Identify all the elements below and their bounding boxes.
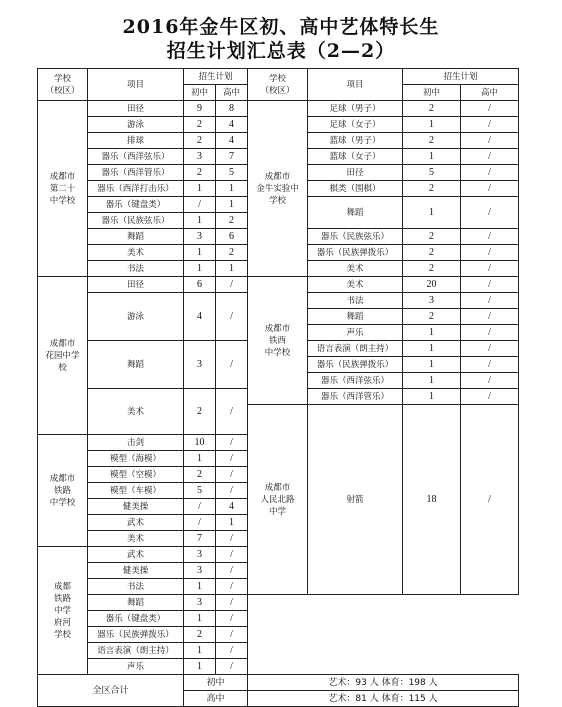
item-cell: 足球（男子）	[308, 101, 403, 117]
item-cell: 健美操	[88, 563, 184, 579]
senior-count: 6	[216, 229, 248, 245]
item-cell: 书法	[88, 261, 184, 277]
senior-count: 1	[216, 261, 248, 277]
school-cell: 成都市 铁西 中学校	[248, 277, 308, 405]
senior-count: /	[216, 435, 248, 451]
item-cell: 器乐（民族弹拨乐）	[308, 245, 403, 261]
total-junior-label: 初中	[184, 675, 248, 691]
senior-count: /	[216, 531, 248, 547]
senior-count: 4	[216, 133, 248, 149]
junior-count: 2	[184, 117, 216, 133]
senior-count: /	[461, 165, 519, 181]
junior-count: 3	[184, 229, 216, 245]
senior-count: 2	[216, 213, 248, 229]
senior-count: /	[216, 293, 248, 341]
header-school: 学校 （校区）	[248, 69, 308, 101]
junior-count: 2	[184, 389, 216, 435]
senior-count: /	[216, 659, 248, 675]
senior-count: /	[216, 483, 248, 499]
table-row	[38, 643, 519, 659]
item-cell: 武术	[88, 547, 184, 563]
junior-count: 6	[184, 277, 216, 293]
junior-count: 1	[184, 579, 216, 595]
senior-count: /	[461, 197, 519, 229]
junior-count: 1	[403, 373, 461, 389]
senior-count: /	[216, 595, 248, 611]
item-cell: 健美操	[88, 499, 184, 515]
header-plan: 招生计划	[403, 69, 519, 85]
item-cell: 足球（女子）	[308, 117, 403, 133]
junior-count: 1	[184, 181, 216, 197]
item-cell: 游泳	[88, 117, 184, 133]
senior-count: 7	[216, 149, 248, 165]
item-cell: 美术	[88, 531, 184, 547]
junior-count: 1	[403, 117, 461, 133]
item-cell: 美术	[308, 261, 403, 277]
senior-count: 4	[216, 499, 248, 515]
item-cell: 声乐	[308, 325, 403, 341]
senior-count: /	[216, 341, 248, 389]
junior-count: 2	[403, 101, 461, 117]
junior-count: 9	[184, 101, 216, 117]
item-cell: 器乐（民族弦乐）	[308, 229, 403, 245]
item-cell: 舞蹈	[88, 595, 184, 611]
school-cell: 成都市 花园中学 校	[38, 277, 88, 435]
item-cell: 田径	[88, 101, 184, 117]
junior-count: 2	[184, 133, 216, 149]
item-cell: 器乐（西洋弦乐）	[88, 149, 184, 165]
item-cell: 器乐（键盘类）	[88, 611, 184, 627]
senior-count: /	[461, 293, 519, 309]
junior-count: 5	[403, 165, 461, 181]
school-cell: 成都市 金牛实验中 学校	[248, 101, 308, 277]
senior-count: /	[216, 643, 248, 659]
junior-count: 2	[403, 245, 461, 261]
item-cell: 器乐（西洋管乐）	[88, 165, 184, 181]
item-cell: 篮球（女子）	[308, 149, 403, 165]
senior-count: /	[461, 325, 519, 341]
header-junior: 初中	[403, 85, 461, 101]
school-cell: 成都市 人民北路 中学	[248, 405, 308, 595]
junior-count: 3	[184, 149, 216, 165]
junior-count: 1	[184, 451, 216, 467]
item-cell: 游泳	[88, 293, 184, 341]
table-row	[38, 595, 519, 611]
junior-count: 1	[184, 611, 216, 627]
junior-count: 3	[184, 595, 216, 611]
item-cell: 射箭	[308, 405, 403, 595]
junior-count: 1	[403, 325, 461, 341]
item-cell: 器乐（西洋管乐）	[308, 389, 403, 405]
item-cell: 书法	[88, 579, 184, 595]
title-line-1: 2016年金牛区初、高中艺体特长生	[122, 16, 440, 38]
senior-count: /	[461, 229, 519, 245]
senior-count: /	[461, 389, 519, 405]
total-row	[38, 675, 519, 691]
total-junior-summary: 艺术：93 人 体育：198 人	[248, 675, 519, 691]
junior-count: /	[184, 197, 216, 213]
junior-count: 1	[184, 245, 216, 261]
senior-count: /	[461, 341, 519, 357]
senior-count: 1	[216, 515, 248, 531]
senior-count: /	[461, 373, 519, 389]
junior-count: 2	[184, 165, 216, 181]
senior-count: /	[461, 277, 519, 293]
table-row	[38, 101, 519, 117]
senior-count: /	[216, 627, 248, 643]
item-cell: 模型（车模）	[88, 483, 184, 499]
header-junior: 初中	[184, 85, 216, 101]
junior-count: 7	[184, 531, 216, 547]
school-cell: 成都市 铁路 中学校	[38, 435, 88, 547]
junior-count: 2	[403, 229, 461, 245]
item-cell: 击剑	[88, 435, 184, 451]
junior-count: 20	[403, 277, 461, 293]
total-senior-label: 高中	[184, 691, 248, 707]
senior-count: /	[461, 405, 519, 595]
senior-count: /	[461, 181, 519, 197]
item-cell: 模型（空模）	[88, 467, 184, 483]
junior-count: 2	[184, 467, 216, 483]
item-cell: 排球	[88, 133, 184, 149]
header-row	[38, 69, 519, 85]
senior-count: 1	[216, 197, 248, 213]
item-cell: 武术	[88, 515, 184, 531]
senior-count: 4	[216, 117, 248, 133]
item-cell: 声乐	[88, 659, 184, 675]
total-label: 全区合计	[38, 675, 184, 707]
senior-count: /	[461, 117, 519, 133]
senior-count: 8	[216, 101, 248, 117]
junior-count: 2	[184, 627, 216, 643]
item-cell: 舞蹈	[308, 309, 403, 325]
item-cell: 美术	[88, 389, 184, 435]
junior-count: /	[184, 499, 216, 515]
junior-count: 2	[403, 261, 461, 277]
header-plan: 招生计划	[184, 69, 248, 85]
table-row	[38, 659, 519, 675]
total-senior-summary: 艺术：81 人 体育：115 人	[248, 691, 519, 707]
table-row	[38, 277, 519, 293]
senior-count: 5	[216, 165, 248, 181]
junior-count: 2	[403, 181, 461, 197]
senior-count: /	[216, 547, 248, 563]
title-line-2: 招生计划汇总表（2—2）	[166, 40, 396, 62]
junior-count: 1	[403, 149, 461, 165]
junior-count: 1	[184, 213, 216, 229]
item-cell: 器乐（西洋弦乐）	[308, 373, 403, 389]
senior-count: /	[216, 563, 248, 579]
item-cell: 模型（海模）	[88, 451, 184, 467]
senior-count: /	[461, 245, 519, 261]
junior-count: 1	[184, 643, 216, 659]
item-cell: 语言表演（朗主持）	[308, 341, 403, 357]
senior-count: /	[461, 149, 519, 165]
junior-count: 1	[403, 341, 461, 357]
item-cell: 器乐（民族弦乐）	[88, 213, 184, 229]
table-row	[38, 627, 519, 643]
header-item: 项目	[308, 69, 403, 101]
item-cell: 舞蹈	[88, 229, 184, 245]
senior-count: /	[216, 389, 248, 435]
senior-count: /	[461, 309, 519, 325]
junior-count: 18	[403, 405, 461, 595]
school-cell: 成都市 第二十 中学校	[38, 101, 88, 277]
senior-count: /	[216, 451, 248, 467]
junior-count: 4	[184, 293, 216, 341]
header-senior: 高中	[216, 85, 248, 101]
junior-count: 2	[403, 133, 461, 149]
junior-count: 3	[184, 563, 216, 579]
junior-count: 5	[184, 483, 216, 499]
item-cell: 书法	[308, 293, 403, 309]
junior-count: 3	[184, 341, 216, 389]
item-cell: 美术	[88, 245, 184, 261]
junior-count: 2	[403, 309, 461, 325]
senior-count: 2	[216, 245, 248, 261]
header-item: 项目	[88, 69, 184, 101]
item-cell: 舞蹈	[308, 197, 403, 229]
item-cell: 器乐（民族弹拨乐）	[88, 627, 184, 643]
item-cell: 美术	[308, 277, 403, 293]
junior-count: 1	[184, 659, 216, 675]
senior-count: /	[216, 277, 248, 293]
item-cell: 舞蹈	[88, 341, 184, 389]
junior-count: 1	[403, 389, 461, 405]
junior-count: /	[184, 515, 216, 531]
table-row	[38, 611, 519, 627]
senior-count: /	[461, 133, 519, 149]
senior-count: /	[216, 611, 248, 627]
item-cell: 器乐（西洋打击乐）	[88, 181, 184, 197]
header-senior: 高中	[461, 85, 519, 101]
item-cell: 篮球（男子）	[308, 133, 403, 149]
junior-count: 3	[403, 293, 461, 309]
item-cell: 语言表演（朗主持）	[88, 643, 184, 659]
item-cell: 田径	[308, 165, 403, 181]
senior-count: /	[461, 261, 519, 277]
header-school: 学校 （校区）	[38, 69, 88, 101]
junior-count: 1	[403, 197, 461, 229]
junior-count: 10	[184, 435, 216, 451]
item-cell: 器乐（民族弹拨乐）	[308, 357, 403, 373]
senior-count: /	[461, 357, 519, 373]
plan-table	[37, 68, 519, 707]
item-cell: 田径	[88, 277, 184, 293]
junior-count: 1	[184, 261, 216, 277]
senior-count: 1	[216, 181, 248, 197]
junior-count: 3	[184, 547, 216, 563]
item-cell: 器乐（键盘类）	[88, 197, 184, 213]
senior-count: /	[216, 467, 248, 483]
senior-count: /	[461, 101, 519, 117]
senior-count: /	[216, 579, 248, 595]
item-cell: 棋类（围棋）	[308, 181, 403, 197]
school-cell: 成都 铁路 中学 府河 学校	[38, 547, 88, 675]
junior-count: 1	[403, 357, 461, 373]
